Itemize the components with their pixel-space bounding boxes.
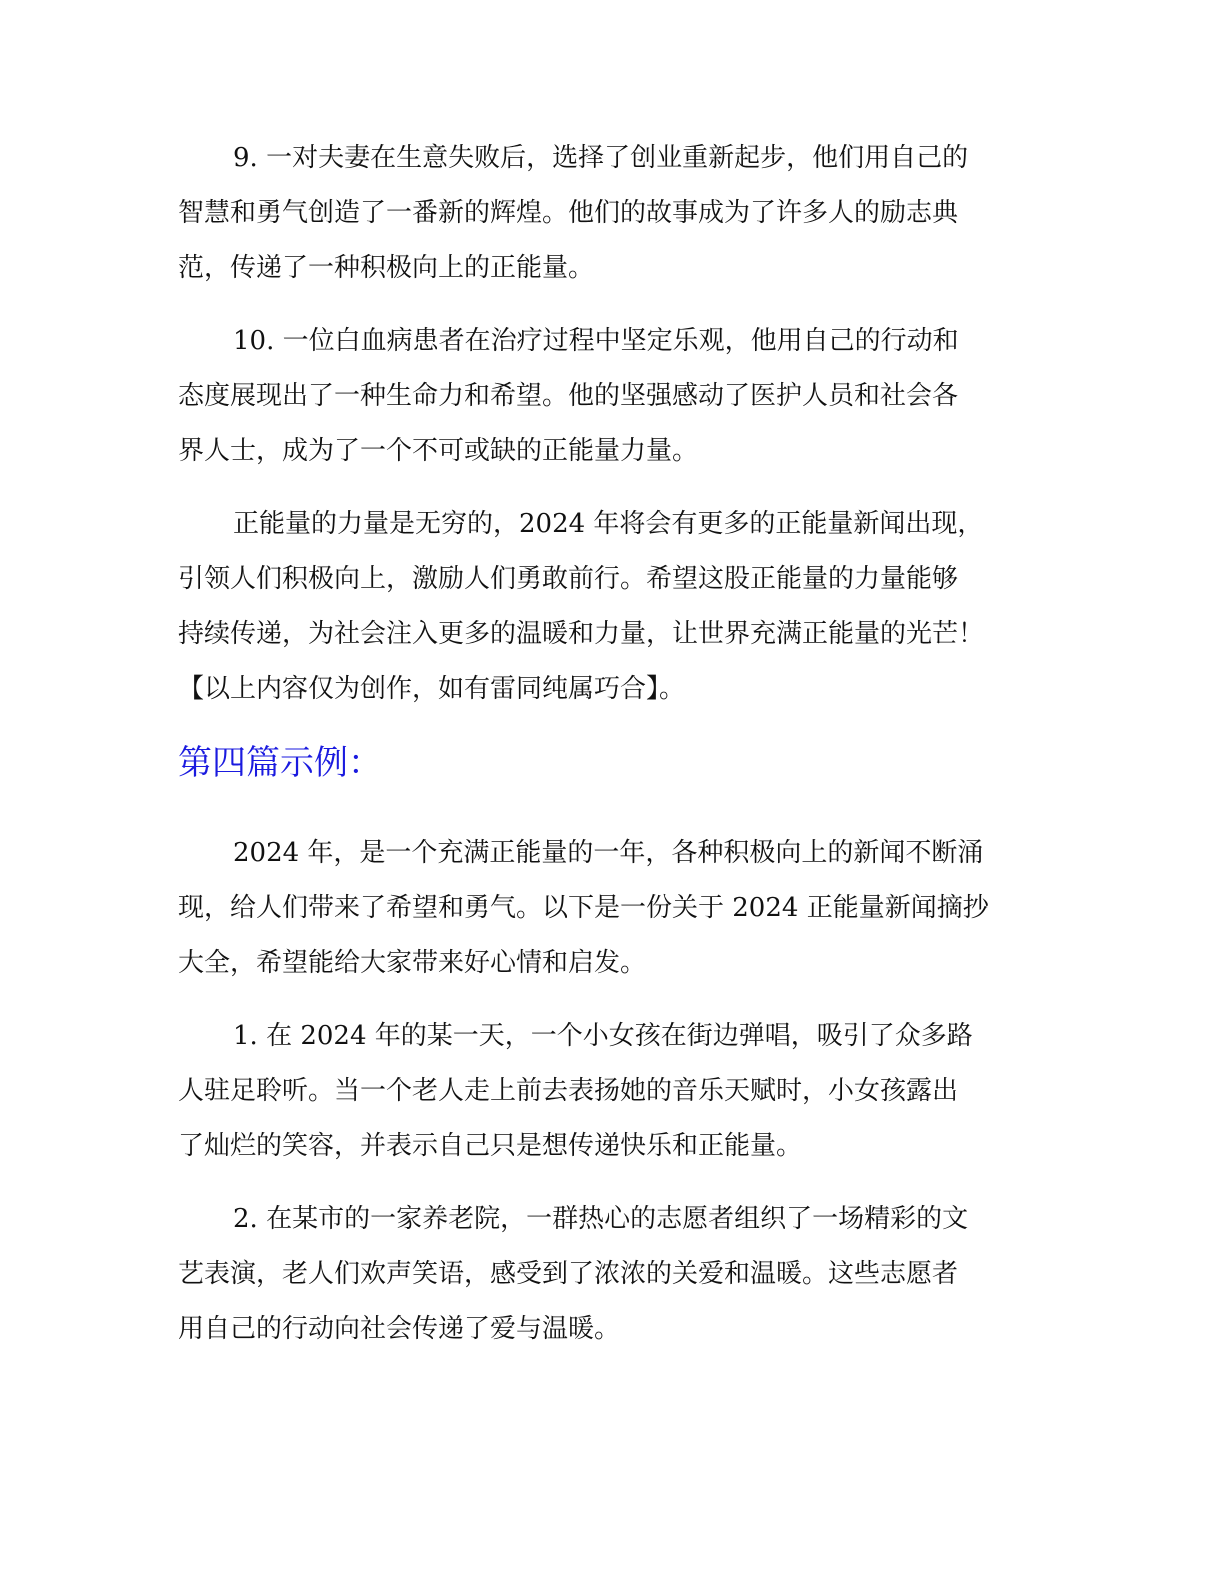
item-1-line-1: 1. 在 2024 年的某一天，一个小女孩在街边弹唱，吸引了众多路 (233, 1021, 973, 1051)
intro-paragraph-line-3: 大全，希望能给大家带来好心情和启发。 (178, 948, 647, 978)
item-1-line-3: 了灿烂的笑容，并表示自己只是想传递快乐和正能量。 (178, 1131, 803, 1161)
section-heading: 第四篇示例： (178, 743, 382, 783)
intro-paragraph-line-2: 现，给人们带来了希望和勇气。以下是一份关于 2024 正能量新闻摘抄 (178, 893, 989, 923)
closing-paragraph-line-2: 引领人们积极向上，激励人们勇敢前行。希望这股正能量的力量能够 (178, 564, 959, 594)
item-2-line-2: 艺表演，老人们欢声笑语，感受到了浓浓的关爱和温暖。这些志愿者 (178, 1259, 959, 1289)
disclaimer-line: 【以上内容仅为创作，如有雷同纯属巧合】。 (178, 674, 686, 704)
paragraph-10-line-1: 10. 一位白血病患者在治疗过程中坚定乐观，他用自己的行动和 (233, 326, 959, 356)
intro-paragraph-line-1: 2024 年，是一个充满正能量的一年，各种积极向上的新闻不断涌 (233, 838, 984, 868)
paragraph-9-line-1: 9. 一对夫妻在生意失败后，选择了创业重新起步，他们用自己的 (233, 143, 969, 173)
paragraph-9-line-2: 智慧和勇气创造了一番新的辉煌。他们的故事成为了许多人的励志典 (178, 198, 959, 228)
closing-paragraph-line-3: 持续传递，为社会注入更多的温暖和力量，让世界充满正能量的光芒！ (178, 619, 985, 649)
item-2-line-1: 2. 在某市的一家养老院，一群热心的志愿者组织了一场精彩的文 (233, 1204, 969, 1234)
item-2-line-3: 用自己的行动向社会传递了爱与温暖。 (178, 1314, 621, 1344)
paragraph-9-line-3: 范，传递了一种积极向上的正能量。 (178, 253, 595, 283)
closing-paragraph-line-1: 正能量的力量是无穷的，2024 年将会有更多的正能量新闻出现， (233, 509, 984, 539)
paragraph-10-line-3: 界人士，成为了一个不可或缺的正能量力量。 (178, 436, 699, 466)
paragraph-10-line-2: 态度展现出了一种生命力和希望。他的坚强感动了医护人员和社会各 (178, 381, 959, 411)
item-1-line-2: 人驻足聆听。当一个老人走上前去表扬她的音乐天赋时，小女孩露出 (178, 1076, 959, 1106)
